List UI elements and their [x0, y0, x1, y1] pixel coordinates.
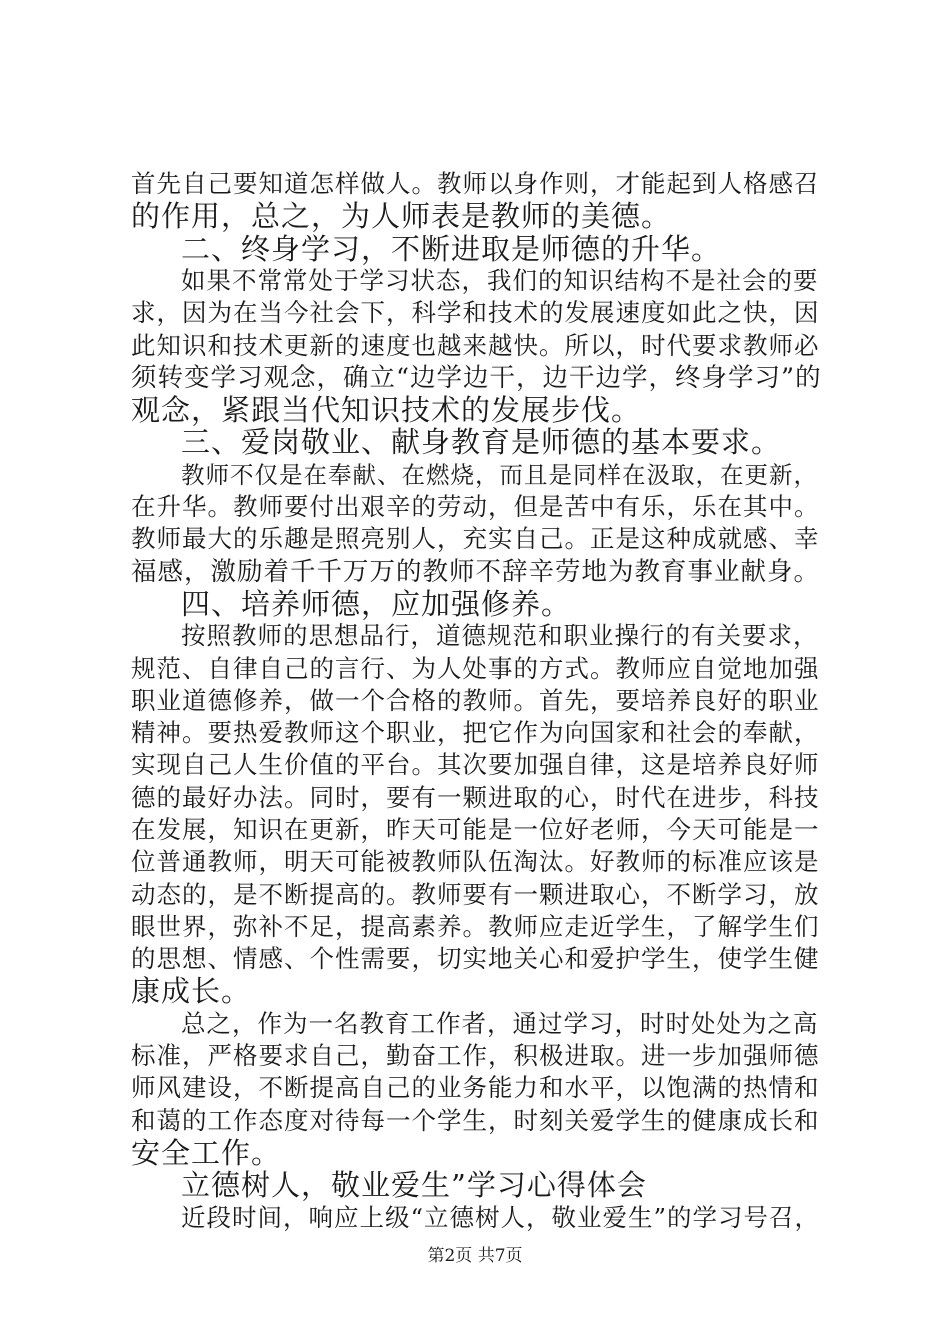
text-line: 动态的，是不断提高的。教师要有一颗进取心，不断学习，放 [131, 880, 820, 909]
text-line: 职业道德修养，做一个合格的教师。首先，要培养良好的职业 [131, 686, 820, 715]
text-line: 的作用，总之，为人师表是教师的美德。 [131, 199, 672, 233]
text-line: 在升华。教师要付出艰辛的劳动，但是苦中有乐，乐在其中。 [131, 492, 820, 521]
text-line: 教师不仅是在奉献、在燃烧，而且是同样在汲取，在更新， [181, 461, 818, 489]
page-footer: 第2页 共7页 [427, 1246, 523, 1266]
text-line: 规范、自律自己的言行、为人处事的方式。教师应自觉地加强 [131, 654, 820, 683]
text-line: 标准，严格要求自己，勤奋工作，积极进取。进一步加强师德 [131, 1041, 820, 1070]
text-line: 和蔼的工作态度对待每一个学生，时刻关爱学生的健康成长和 [131, 1106, 820, 1135]
text-line: 此知识和技术更新的速度也越来越快。所以，时代要求教师必 [131, 331, 820, 360]
text-line: 求，因为在当今社会下，科学和技术的发展速度如此之快，因 [131, 298, 820, 327]
text-line: 眼世界，弥补不足，提高素养。教师应走近学生，了解学生们 [131, 912, 820, 941]
article-title: 立德树人，敬业爱生”学习心得体会 [181, 1168, 647, 1202]
text-line: 按照教师的思想品行，道德规范和职业操行的有关要求， [181, 621, 819, 650]
text-line: 总之，作为一名教育工作者，通过学习，时时处处为之高 [181, 1009, 819, 1038]
text-line: 教师最大的乐趣是照亮别人，充实自己。正是这种成就感、幸 [131, 524, 820, 553]
text-line: 实现自己人生价值的平台。其次要加强自律，这是培养良好师 [131, 750, 820, 779]
text-line: 德的最好办法。同时，要有一颗进取的心，时代在进步，科技 [131, 783, 820, 812]
text-line: 的思想、情感、个性需要，切实地关心和爱护学生，使学生健 [131, 944, 820, 973]
section-heading: 二、终身学习，不断进取是师德的升华。 [181, 232, 722, 266]
text-line: 观念，紧跟当代知识技术的发展步伐。 [131, 393, 642, 427]
text-line: 首先自己要知道怎样做人。教师以身作则，才能起到人格感召 [131, 169, 820, 198]
text-line: 精神。要热爱教师这个职业，把它作为向国家和社会的奉献， [131, 718, 820, 747]
text-line: 师风建设，不断提高自己的业务能力和水平，以饱满的热情和 [131, 1073, 820, 1102]
text-line: 如果不常常处于学习状态，我们的知识结构不是社会的要 [181, 266, 819, 295]
text-line: 位普通教师，明天可能被教师队伍淘汰。好教师的标准应该是 [131, 847, 820, 876]
text-line: 安全工作。 [131, 1136, 282, 1170]
text-line: 近段时间，响应上级“立德树人，敬业爱生”的学习号召， [181, 1203, 821, 1232]
section-heading: 三、爱岗敬业、献身教育是师德的基本要求。 [181, 425, 782, 459]
section-heading: 四、培养师德，应加强修养。 [181, 587, 572, 621]
text-line: 福感，激励着千千万万的教师不辞辛劳地为教育事业献身。 [131, 557, 821, 587]
text-line: 在发展，知识在更新，昨天可能是一位好老师，今天可能是一 [131, 815, 820, 844]
text-line: 须转变学习观念，确立“边学边干，边干边学，终身学习”的 [131, 363, 822, 393]
text-line: 康成长。 [131, 974, 252, 1008]
